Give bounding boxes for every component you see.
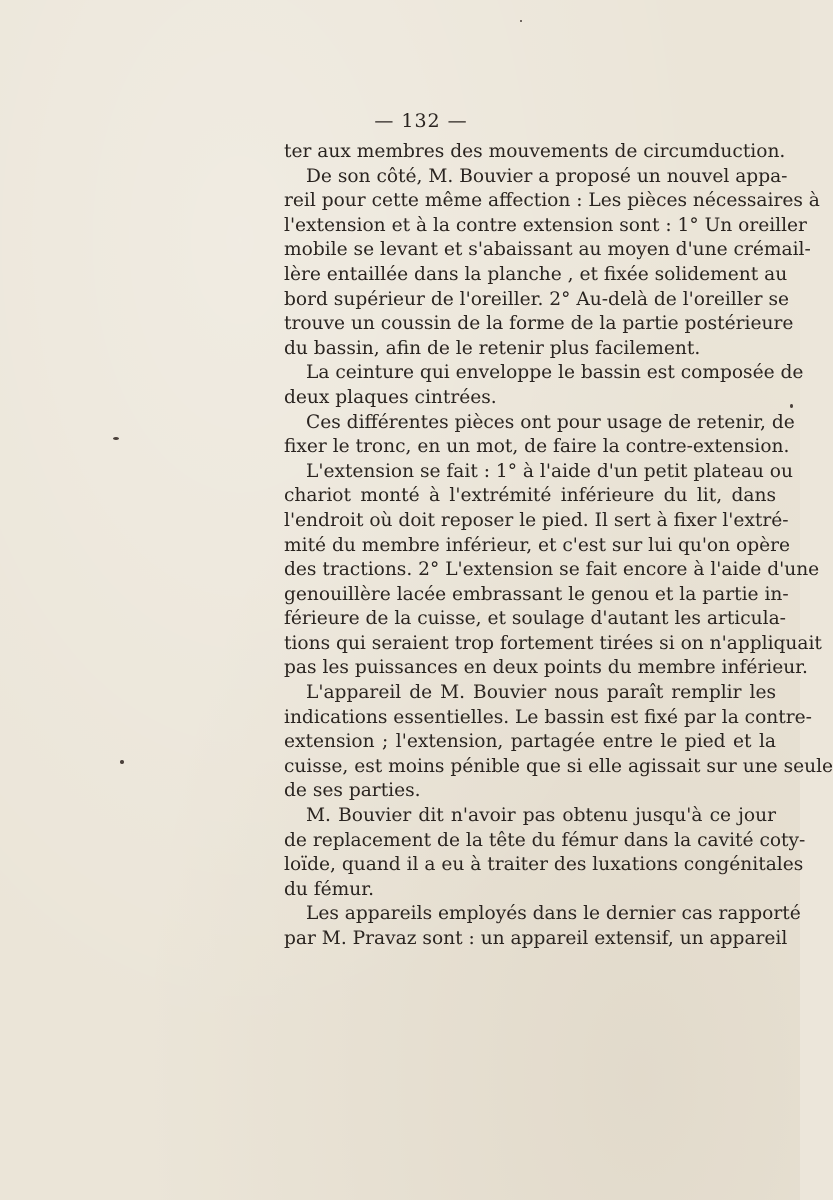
text-line: l'endroit où doit reposer le pied. Il sert à fixer l'extré- <box>284 509 789 531</box>
text-line: indications essentielles. Le bassin est fixé par la contre- <box>284 706 812 728</box>
text-line: trouve un coussin de la forme de la partie postérieure <box>284 313 794 335</box>
text-line: de ses parties. <box>284 780 421 802</box>
text-line: tions qui seraient trop fortement tirées si on n'appliquait <box>284 632 822 654</box>
paper-speck <box>790 404 793 408</box>
text-line: L'extension se fait : 1° à l'aide d'un petit plateau ou <box>306 460 793 482</box>
text-line: extension ; l'extension, partagée entre le pied et la <box>284 731 776 753</box>
text-line: lère entaillée dans la planche , et fixée solidement au <box>284 263 788 285</box>
text-line: des tractions. 2° L'extension se fait encore à l'aide d'une <box>284 559 820 581</box>
text-line: du bassin, afin de le retenir plus facilement. <box>284 337 701 359</box>
text-line: reil pour cette même affection : Les pièces nécessaires à <box>284 190 820 212</box>
text-line: deux plaques cintrées. <box>284 386 497 408</box>
text-line: ter aux membres des mouvements de circumduction. <box>284 141 786 162</box>
text-line: cuisse, est moins pénible que si elle agissait sur une seule <box>284 755 833 777</box>
text-line: Les appareils employés dans le dernier cas rapporté <box>306 903 801 925</box>
page-number: — 132 — <box>374 110 468 132</box>
text-line: par M. Pravaz sont : un appareil extensif, un appareil <box>284 928 788 949</box>
text-line: pas les puissances en deux points du membre inférieur. <box>284 657 808 679</box>
text-line: De son côté, M. Bouvier a proposé un nouvel appa- <box>306 165 788 187</box>
text-line: L'appareil de M. Bouvier nous paraît remplir les <box>306 682 776 704</box>
text-line: genouillère lacée embrassant le genou et la partie in- <box>284 583 789 605</box>
text-line: de replacement de la tête du fémur dans la cavité coty- <box>284 829 806 851</box>
text-line: du fémur. <box>284 878 375 900</box>
paper-speck <box>113 437 119 440</box>
paper-speck <box>120 760 124 764</box>
text-line: La ceinture qui enveloppe le bassin est composée de <box>306 362 804 384</box>
text-line: mité du membre inférieur, et c'est sur lui qu'on opère <box>284 534 791 556</box>
paper-speck <box>520 20 522 22</box>
text-line: mobile se levant et s'abaissant au moyen d'une crémail- <box>284 239 811 261</box>
text-line: férieure de la cuisse, et soulage d'autant les articula- <box>284 608 786 630</box>
text-line: bord supérieur de l'oreiller. 2° Au-delà de l'oreiller se <box>284 288 790 310</box>
body-text <box>284 140 833 952</box>
text-line: M. Bouvier dit n'avoir pas obtenu jusqu'à ce jour <box>306 805 776 827</box>
text-line: chariot monté à l'extrémité inférieure du lit, dans <box>284 485 776 507</box>
text-line: l'extension et à la contre extension sont : 1° Un oreiller <box>284 214 807 236</box>
text-line: loïde, quand il a eu à traiter des luxations congénitales <box>284 854 804 876</box>
text-line: Ces différentes pièces ont pour usage de retenir, de <box>306 411 795 433</box>
text-line: fixer le tronc, en un mot, de faire la contre-extension. <box>284 436 790 458</box>
